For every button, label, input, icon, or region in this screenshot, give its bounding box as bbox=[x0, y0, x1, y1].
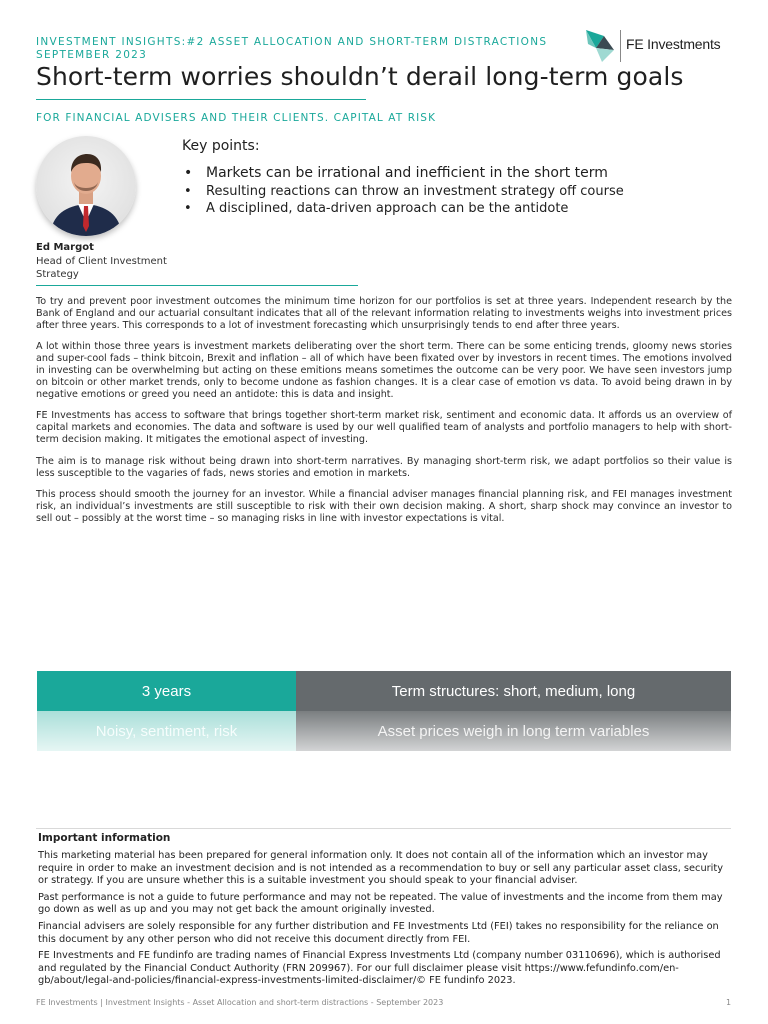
summary-table bbox=[37, 671, 731, 751]
audience-notice: FOR FINANCIAL ADVISERS AND THEIR CLIENTS. CAPITAL AT RISK bbox=[36, 112, 437, 124]
key-point-item: • Resulting reactions can throw an investment strategy off course bbox=[182, 183, 624, 200]
table-cell-short-term: Noisy, sentiment, risk bbox=[37, 711, 296, 751]
body-paragraph: This process should smooth the journey for an investor. While a financial adviser manages financial planning risk, and FEI manages investment risk, an individual’s investments are still susceptible to risk with their own decision making. A short, sharp shock may convince an investor to sell out – possibly at the worst time – so managing risks in line with investor expectations is vital. bbox=[36, 489, 732, 524]
disclaimer-paragraph: Financial advisers are solely responsible for any further distribution and FE Investments Ltd (FEI) takes no responsibility for the reliance on this document by any other person who did not receive this document directly from FEI. bbox=[38, 920, 719, 945]
important-divider bbox=[36, 828, 731, 829]
key-point-item: • Markets can be irrational and inefficient in the short term bbox=[182, 165, 624, 182]
person-portrait-icon bbox=[36, 136, 136, 236]
page-footer: FE Investments | Investment Insights - Asset Allocation and short-term distractions - September 2023 bbox=[36, 998, 444, 1007]
important-heading: Important information bbox=[38, 832, 171, 844]
author-name: Ed Margot bbox=[36, 242, 94, 253]
key-point-item: • A disciplined, data-driven approach can be the antidote bbox=[182, 200, 624, 217]
kicker-series: INVESTMENT INSIGHTS:#2 ASSET ALLOCATION AND SHORT-TERM DISTRACTIONS bbox=[36, 36, 548, 48]
disclaimer-paragraph: Past performance is not a guide to future performance and may not be repeated. The value of investments and the income from them may go down as well as up and you may not get back the amount originally invested. bbox=[38, 891, 723, 916]
fe-investments-logo bbox=[584, 28, 734, 64]
table-cell-horizon: 3 years bbox=[37, 671, 296, 711]
body-paragraph: A lot within those three years is investment markets deliberating over the short term. There can be some enticing trends, gloomy news stories and super-cool fads – think bitcoin, Brexit and inflation – all of which have been fixated over by investors in recent times. The emotions involved in investing can be overwhelming but acting on these emitions means sometimes the outcome can be very poor. We have seen investors jump on bitcoin or other market trends, only to become undone as fashion changes. It is a clear case of emotion vs data. To avoid being drawn in by negative emotions or greed you need an antidote: this is data and insight. bbox=[36, 341, 732, 400]
key-points-list bbox=[182, 165, 624, 217]
important-information bbox=[38, 850, 734, 992]
body-paragraph: To try and prevent poor investment outcomes the minimum time horizon for our portfolios is set at three years. Independent research by the Bank of England and our actuarial consultant indicates that all of the relevant information relating to investments weighs into investment prices after three years. This corresponds to a lot of investment forecasting which unsurprisingly tends to end after three years. bbox=[36, 296, 732, 331]
author-role: Head of Client Investment Strategy bbox=[36, 256, 167, 280]
disclaimer-paragraph: This marketing material has been prepared for general information only. It does not contain all of the information which an investor may require in order to make an investment decision and is not intended as a recommendation to buy or sell any particular asset class, security or strategy. If you are unsure whether this is a suitable investment you should speak to your financial adviser. bbox=[38, 850, 724, 887]
logo-divider bbox=[620, 30, 621, 62]
logo-wordmark: FE Investments bbox=[626, 36, 721, 52]
fe-logo-mark-icon bbox=[584, 28, 618, 64]
key-points-heading: Key points: bbox=[182, 138, 260, 154]
document-kicker bbox=[36, 36, 547, 62]
table-cell-term-structures: Term structures: short, medium, long bbox=[296, 671, 731, 711]
disclaimer-paragraph: FE Investments and FE fundinfo are trading names of Financial Express Investments Ltd (company number 03110696), which is authorised and regulated by the Financial Conduct Authority (FRN 209967). For our full disclaimer please visit https://www.fefundinfo.com/en-gb/about/legal-and-policies/financial-express-investments-limited-disclaimer/© FE fundinfo 2023. bbox=[38, 950, 721, 987]
kicker-date: SEPTEMBER 2023 bbox=[36, 49, 148, 61]
page-number: 1 bbox=[726, 998, 732, 1007]
article-body bbox=[36, 296, 732, 535]
author-photo bbox=[36, 136, 136, 236]
page-title: Short-term worries shouldn’t derail long-term goals bbox=[36, 62, 684, 91]
author-divider bbox=[36, 285, 358, 286]
body-paragraph: The aim is to manage risk without being drawn into short-term narratives. By managing short-term risk, we adapt portfolios so their value is less susceptible to the vagaries of fads, news stories and emotion in markets. bbox=[36, 455, 732, 479]
title-divider bbox=[36, 99, 366, 100]
body-paragraph: FE Investments has access to software that brings together short-term market risk, sentiment and economic data. It affords us an overview of capital markets and economies. The data and software is used by our well qualified team of analysts and portfolio managers to help with short-term decision making. It mitigates the emotional aspect of investing. bbox=[36, 410, 732, 445]
table-cell-long-term: Asset prices weigh in long term variables bbox=[296, 711, 731, 751]
